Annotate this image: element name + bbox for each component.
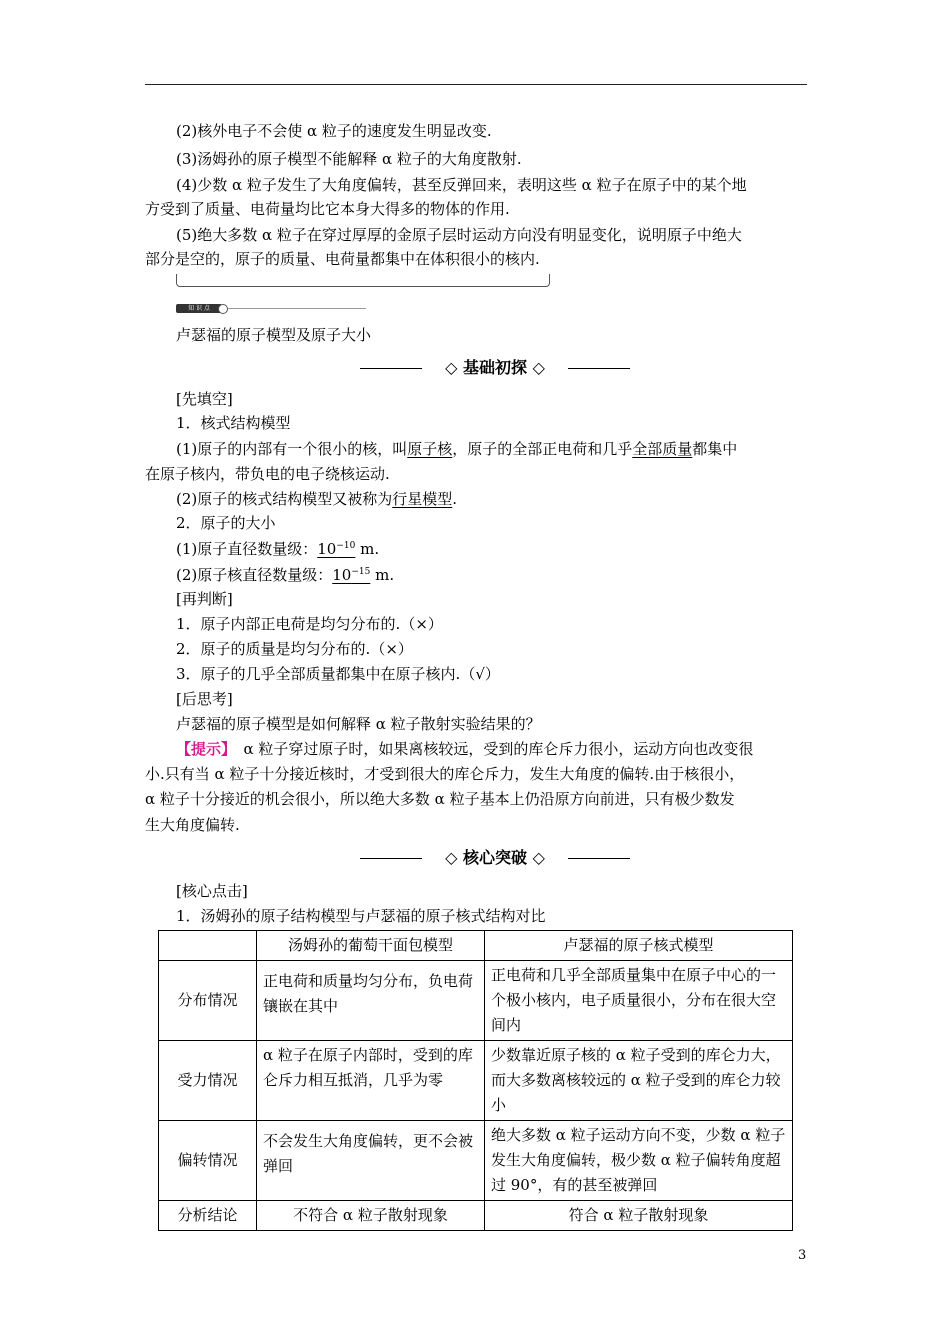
knowledge-point-label: 知 识 点 bbox=[176, 304, 222, 313]
table-cell: 绝大多数 α 粒子运动方向不变，少数 α 粒子发生大角度偏转，极少数 α 粒子偏转角度超过 90°，有的甚至被弹回 bbox=[485, 1121, 793, 1201]
diamond-icon: ◇ bbox=[445, 848, 458, 867]
diamond-icon: ◇ bbox=[532, 358, 545, 377]
section-title: 基础初探 bbox=[462, 358, 527, 377]
comparison-table bbox=[158, 930, 793, 1231]
judge-item: 1．原子内部正电荷是均匀分布的.（×） bbox=[176, 615, 443, 633]
hint-line: 【提示】 α 粒子穿过原子时，如果离核较远，受到的库仑斥力很小，运动方向也改变很 bbox=[176, 740, 754, 758]
section-heading-core bbox=[360, 846, 630, 870]
diamond-icon: ◇ bbox=[532, 848, 545, 867]
table-header-cell: 卢瑟福的原子核式模型 bbox=[485, 931, 793, 961]
judge-item: 3．原子的几乎全部质量都集中在原子核内.（√） bbox=[176, 665, 500, 683]
table-header-row bbox=[159, 931, 793, 961]
header-rule bbox=[145, 84, 807, 85]
table-header-cell: 汤姆孙的葡萄干面包模型 bbox=[257, 931, 485, 961]
judge-item: 2．原子的质量是均匀分布的.（×） bbox=[176, 640, 413, 658]
blank-answer: 原子核 bbox=[407, 440, 453, 458]
table-cell: α 粒子在原子内部时，受到的库仑斥力相互抵消，几乎为零 bbox=[257, 1041, 485, 1121]
topic-title: 卢瑟福的原子模型及原子大小 bbox=[176, 326, 372, 344]
table-cell: 不符合 α 粒子散射现象 bbox=[257, 1201, 485, 1231]
row-label: 分析结论 bbox=[159, 1201, 257, 1231]
section-title: 核心突破 bbox=[462, 848, 527, 867]
think-heading: [后思考] bbox=[176, 690, 233, 708]
text-line: (5)绝大多数 α 粒子在穿过厚厚的金原子层时运动方向没有明显变化，说明原子中绝大 bbox=[176, 226, 742, 244]
table-row bbox=[159, 1201, 793, 1231]
blank-answer: $10^{-10}$ bbox=[317, 540, 356, 558]
think-question: 卢瑟福的原子模型是如何解释 α 粒子散射实验结果的？ bbox=[176, 715, 541, 733]
table-row bbox=[159, 1121, 793, 1201]
table-cell: 正电荷和几乎全部质量集中在原子中心的一个极小核内，电子质量很小，分布在很大空间内 bbox=[485, 961, 793, 1041]
text-line: 方受到了质量、电荷量均比它本身大得多的物体的作用. bbox=[145, 200, 510, 218]
item-heading: 1．核式结构模型 bbox=[176, 414, 291, 432]
table-header-cell bbox=[159, 931, 257, 961]
row-label: 偏转情况 bbox=[159, 1121, 257, 1201]
hint-line: 小.只有当 α 粒子十分接近核时，才受到很大的库仑斥力，发生大角度的偏转.由于核很小， bbox=[145, 765, 745, 783]
heading-rule bbox=[568, 368, 630, 369]
heading-rule bbox=[568, 858, 630, 859]
diamond-icon: ◇ bbox=[445, 358, 458, 377]
text-line: (1)原子的内部有一个很小的核，叫原子核，原子的全部正电荷和几乎全部质量都集中 bbox=[176, 440, 738, 458]
hint-label: 【提示】 bbox=[176, 740, 229, 758]
page-number: 3 bbox=[798, 1248, 807, 1263]
heading-rule bbox=[360, 368, 422, 369]
blank-answer: 行星模型 bbox=[392, 490, 453, 508]
hint-line: α 粒子十分接近的机会很小，所以绝大多数 α 粒子基本上仍沿原方向前进，只有极少数发 bbox=[145, 790, 735, 808]
fill-blank-heading: [先填空] bbox=[176, 390, 233, 408]
blank-answer: 全部质量 bbox=[632, 440, 693, 458]
text-line: (3)汤姆孙的原子模型不能解释 α 粒子的大角度散射. bbox=[176, 150, 522, 168]
text-line: 在原子核内，带负电的电子绕核运动. bbox=[145, 465, 390, 483]
text-line: (2)原子核直径数量级：$10^{-15}$ m. bbox=[176, 566, 395, 584]
row-label: 分布情况 bbox=[159, 961, 257, 1041]
table-cell: 符合 α 粒子散射现象 bbox=[485, 1201, 793, 1231]
table-row bbox=[159, 961, 793, 1041]
knowledge-point-tag bbox=[176, 304, 366, 313]
section-bracket bbox=[176, 274, 550, 287]
circle-icon bbox=[218, 304, 228, 314]
table-row bbox=[159, 1041, 793, 1121]
table-cell: 不会发生大角度偏转，更不会被弹回 bbox=[257, 1121, 485, 1201]
hint-line: 生大角度偏转. bbox=[145, 816, 240, 834]
text-line: (2)原子的核式结构模型又被称为行星模型. bbox=[176, 490, 458, 508]
core-heading: [核心点击] bbox=[176, 882, 248, 900]
tag-rule bbox=[228, 308, 366, 309]
heading-rule bbox=[360, 858, 422, 859]
table-cell: 正电荷和质量均匀分布，负电荷镶嵌在其中 bbox=[257, 961, 485, 1041]
judge-heading: [再判断] bbox=[176, 590, 233, 608]
text-line: (4)少数 α 粒子发生了大角度偏转，甚至反弹回来，表明这些 α 粒子在原子中的某个地 bbox=[176, 176, 747, 194]
text-line: (2)核外电子不会使 α 粒子的速度发生明显改变. bbox=[176, 122, 492, 140]
blank-answer: $10^{-15}$ bbox=[332, 566, 371, 584]
table-cell: 少数靠近原子核的 α 粒子受到的库仑力大，而大多数离核较远的 α 粒子受到的库仑力较小 bbox=[485, 1041, 793, 1121]
text-line: 部分是空的，原子的质量、电荷量都集中在体积很小的核内. bbox=[145, 250, 540, 268]
item-heading: 1．汤姆孙的原子结构模型与卢瑟福的原子核式结构对比 bbox=[176, 907, 546, 925]
item-heading: 2．原子的大小 bbox=[176, 514, 276, 532]
section-heading-basics bbox=[360, 356, 630, 380]
text-line: (1)原子直径数量级：$10^{-10}$ m. bbox=[176, 540, 380, 558]
row-label: 受力情况 bbox=[159, 1041, 257, 1121]
